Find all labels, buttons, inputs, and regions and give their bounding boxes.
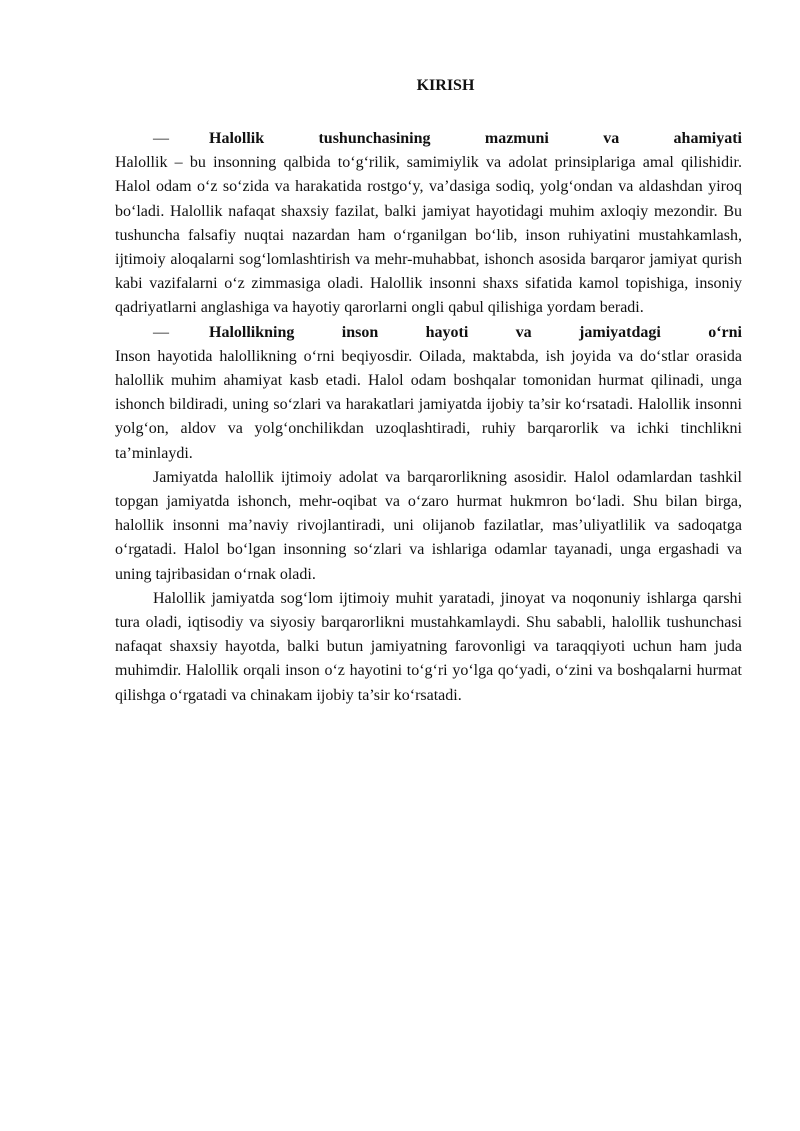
- section-heading-text: Halollikning inson hayoti va jamiyatdagi o‘rni: [209, 323, 742, 341]
- section-paragraph: Inson hayotida halollikning o‘rni beqiyosdir. Oilada, maktabda, ish joyida va do‘stlar orasida halollik muhim ahamiyat kasb etadi. Halol odam boshqalar tomonidan hurmat qilinadi, unga ishonch bildiradi, uning so‘zlari va harakatlari jamiyatda ijobiy ta’sir ko‘rsatadi. Halollik insonni yolg‘on, aldov va yolg‘onchilikdan uzoqlashtiradi, ruhiy barqarorlik va ichki tinchlikni ta’minlaydi.: [115, 347, 742, 462]
- document-body: [115, 127, 742, 708]
- section-heading: [115, 127, 742, 151]
- section-heading: [115, 321, 742, 345]
- heading-dash: —: [153, 130, 169, 147]
- body-paragraph: Jamiyatda halollik ijtimoiy adolat va barqarorlikning asosidir. Halol odamlardan tashkil topgan jamiyatda ishonch, mehr-oqibat va o‘zaro hurmat hukmron bo‘ladi. Shu bilan birga, halollik insonni ma’naviy rivojlantiradi, uni olijanob fazilatlar, mas’uliyatlilik va sadoqatga o‘rgatadi. Halol bo‘lgan insonning so‘zlari va ishlariga odamlar tayanadi, unga ergashadi va uning tajribasidan o‘rnak oladi.: [115, 468, 742, 583]
- section-heading-text: Halollik tushunchasining mazmuni va ahamiyati: [209, 130, 742, 147]
- page-title: KIRISH: [416, 77, 475, 94]
- section-paragraph: Halollik – bu insonning qalbida to‘g‘rilik, samimiylik va adolat prinsiplariga amal qilishidir. Halol odam o‘z so‘zida va harakatida rostgo‘y, va’dasiga sodiq, yolg‘ondan va aldashdan yiroq bo‘ladi. Halollik nafaqat shaxsiy fazilat, balki jamiyat hayotidagi muhim axloqiy mezondir. Bu tushuncha falsafiy nuqtai nazardan ham o‘rganilgan bo‘lib, inson ruhiyatini mustahkamlash, ijtimoiy aloqalarni sog‘lomlashtirish va mehr-muhabbat, ishonch asosida barqaror jamiyat qurish kabi vazifalarni o‘z zimmasiga oladi. Halollik insonni shaxs sifatida kamol topishiga, insoniy qadriyatlarni anglashiga va hayotiy qarorlarni ongli qabul qilishiga yordam beradi.: [115, 154, 742, 317]
- section-role: [115, 321, 742, 466]
- section-meaning: [115, 127, 742, 321]
- heading-dash: —: [153, 323, 169, 341]
- body-paragraph: Halollik jamiyatda sog‘lom ijtimoiy muhit yaratadi, jinoyat va noqonuniy ishlarga qarshi tura oladi, iqtisodiy va siyosiy barqarorlikni mustahkamlaydi. Shu sababli, halollik tushunchasi nafaqat shaxsiy hayotda, balki butun jamiyatning farovonligi va taraqqiyoti uchun ham juda muhimdir. Halollik orqali inson o‘z hayotini to‘g‘ri yo‘lga qo‘yadi, o‘zini va boshqalarni hurmat qilishga o‘rgatadi va chinakam ijobiy ta’sir ko‘rsatadi.: [115, 589, 742, 704]
